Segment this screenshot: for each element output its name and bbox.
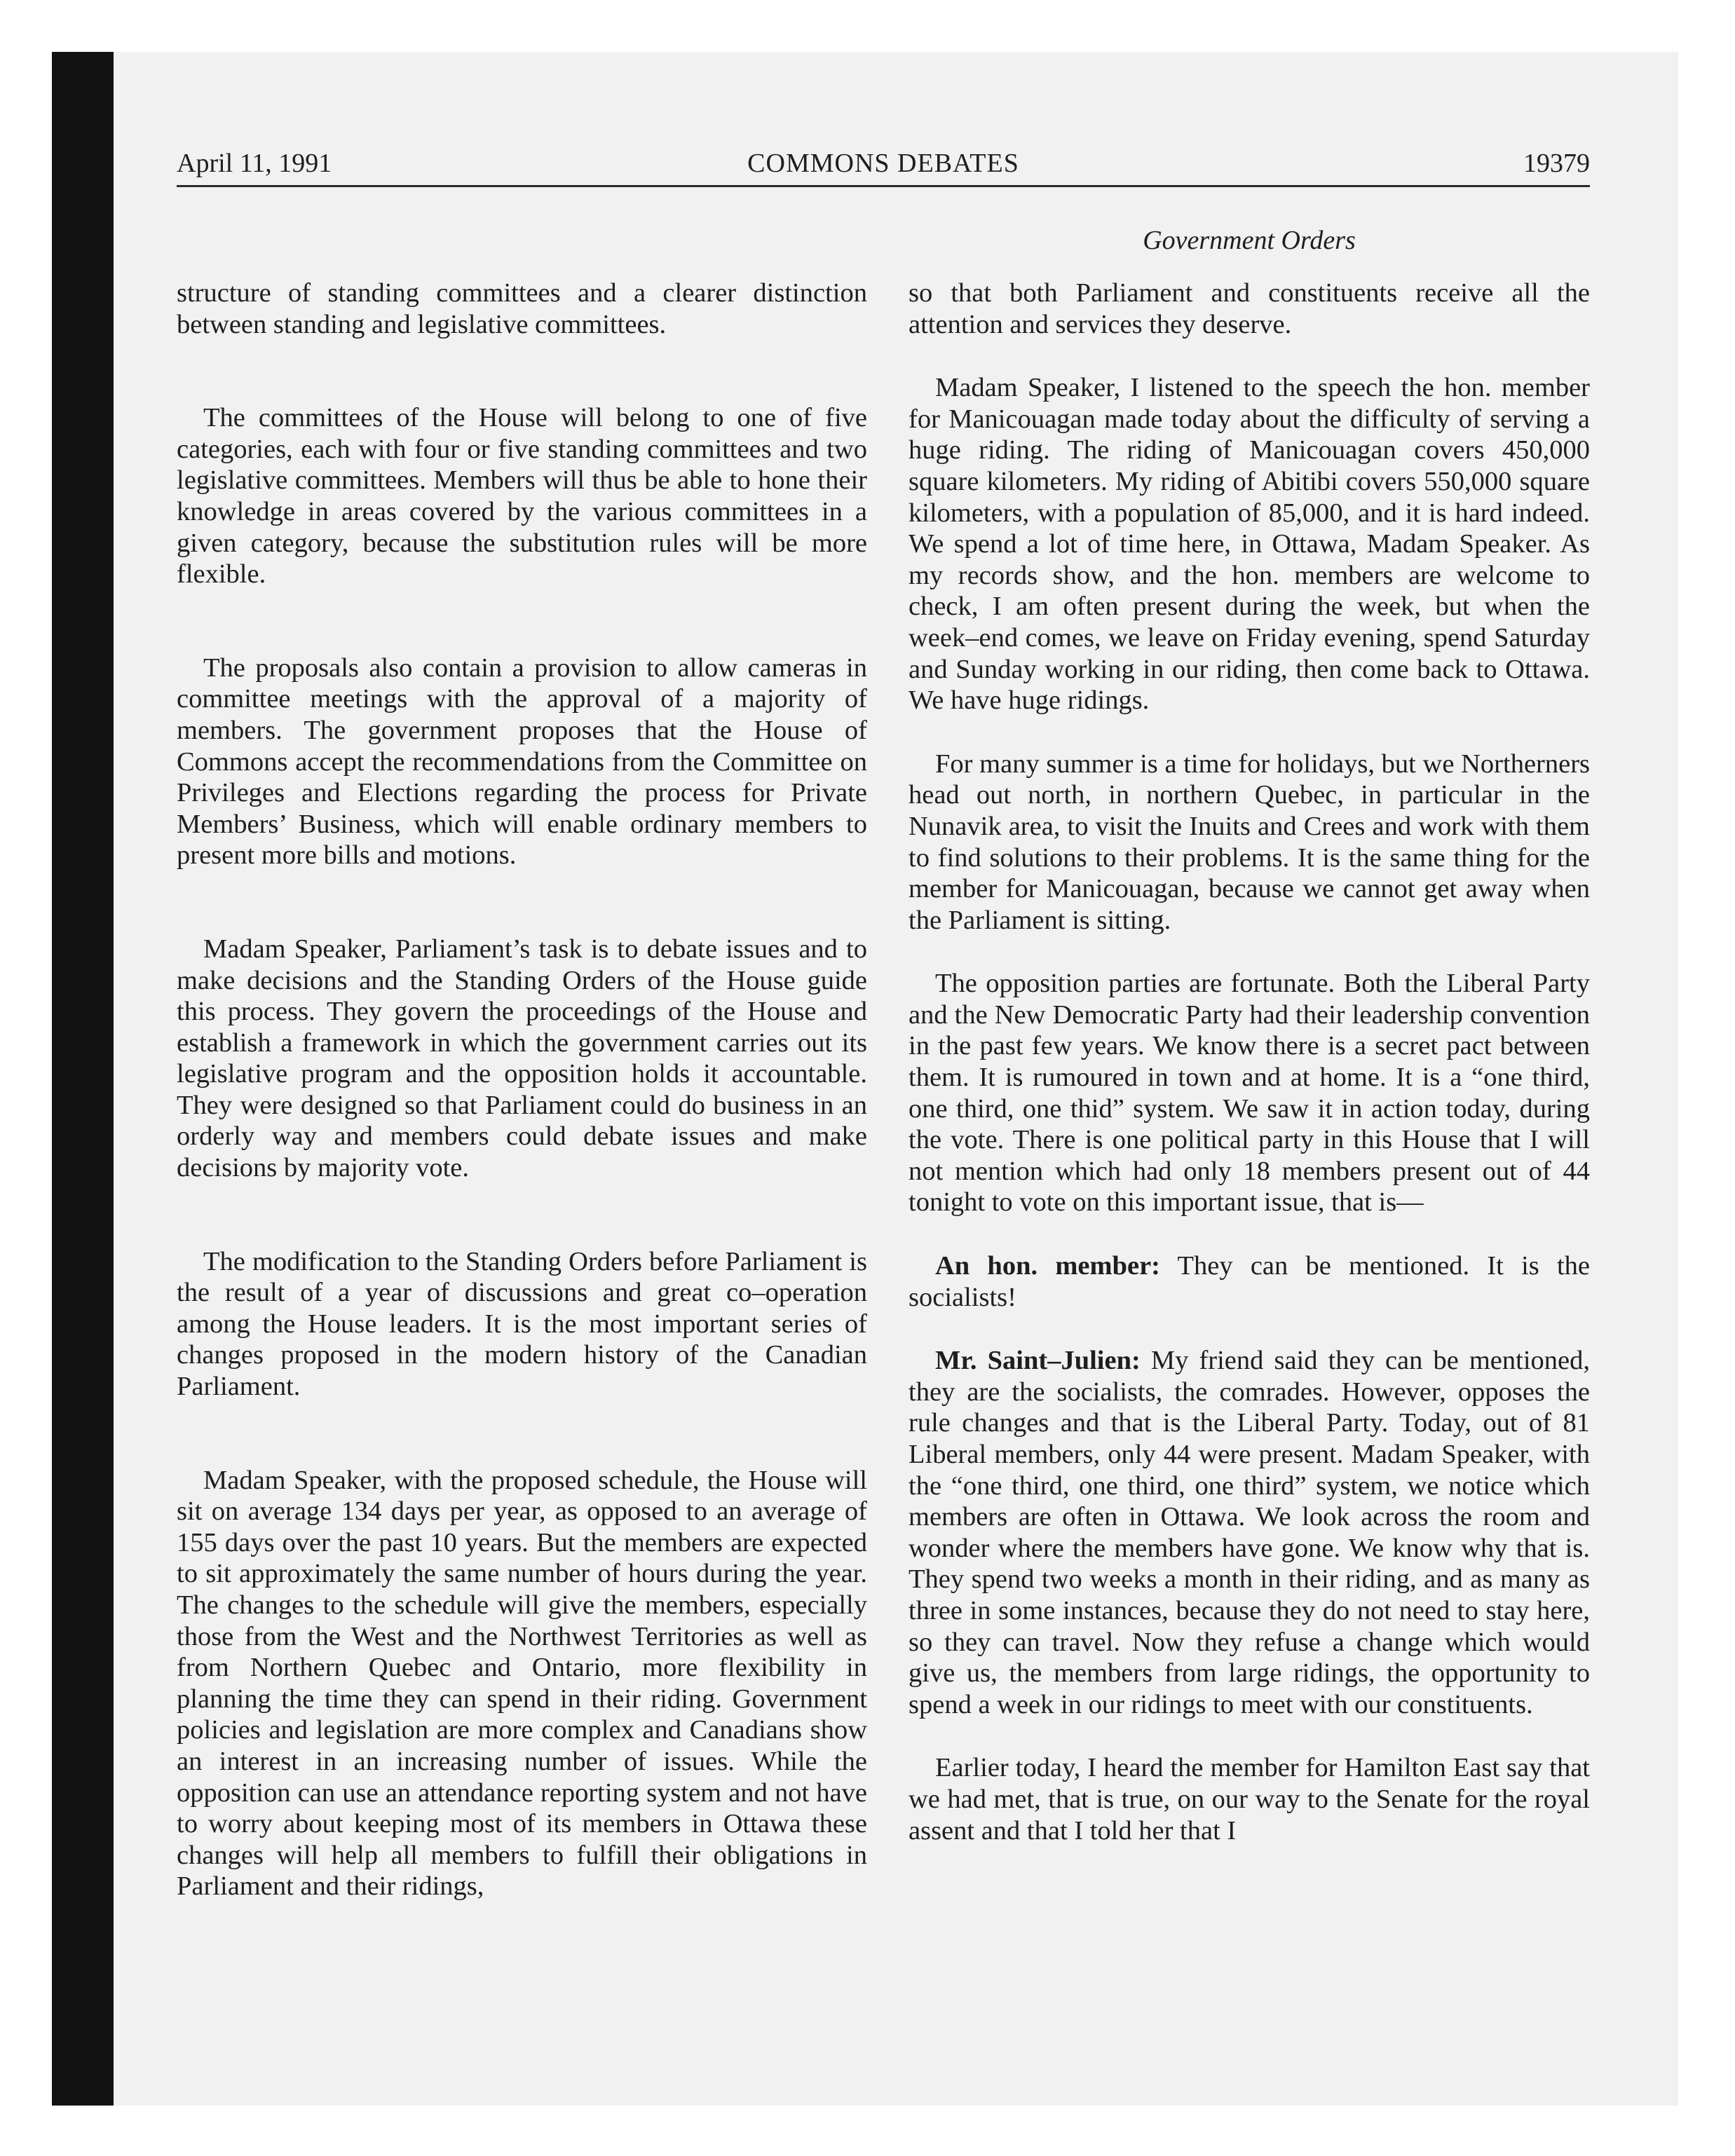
paragraph: Madam Speaker, I listened to the speech the hon. member for Manicouagan made today about the difficulty of serving a huge riding. The riding of Manicouagan covers 450,000 square kilometers. My riding of Abitibi covers 550,000 square kilometers, with a population of 85,000, and it is hard indeed. We spend a lot of time here, in Ottawa, Madam Speaker. As my records show, and the hon. members are welcome to check, I am often present during the week, but when the week–end comes, we leave on Friday evening, spend Saturday and Sunday working in our riding, then come back to Ottawa. We have huge ridings. bbox=[909, 373, 1590, 716]
paragraph: Madam Speaker, with the proposed schedule, the House will sit on average 134 days per year, as opposed to an average of 155 days over the past 10 years. But the members are expected to sit approximately the same number of hours during the year. The changes to the schedule will give the members, especially those from the West and the Northwest Territories as well as from Northern Quebec and Ontario, more flexibility in planning the time they can spend in their riding. Government policies and legislation are more complex and Canadians show an interest in an increasing number of issues. While the opposition can use an attendance reporting system and not have to worry about keeping most of its members in Ottawa these changes will help all members to fulfill their obligations in Parliament and their ridings, bbox=[177, 1465, 867, 1902]
paragraph: For many summer is a time for holidays, but we Northerners head out north, in northern Quebec, in particular in the Nunavik area, to visit the Inuits and Crees and work with them to find solutions to their problems. It is the same thing for the member for Manicouagan, because we cannot get away when the Parliament is sitting. bbox=[909, 749, 1590, 935]
speech-paragraph bbox=[909, 1345, 1590, 1720]
page-header bbox=[177, 146, 1590, 181]
speech-text: My friend said they can be mentioned, they are the socialists, the comrades. However, opposes the rule changes and that is the Liberal Party. Today, out of 81 Liberal members, only 44 were present. Madam Speaker, with the “one third, one third, one third” system, we notice which members are often in Ottawa. We look across the room and wonder where the members have gone. We know why that is. They spend two weeks a month in their riding, and as many as three in some instances, because they do not need to stay here, so they can travel. Now they refuse a change which would give us, the members from large ridings, the opportunity to spend a week in our ridings to meet with our constituents. bbox=[909, 1346, 1591, 1719]
right-column bbox=[909, 278, 1590, 1846]
binding-shadow bbox=[52, 52, 114, 2106]
header-page-number: 19379 bbox=[1523, 149, 1590, 178]
speaker-name: Mr. Saint–Julien: bbox=[935, 1346, 1141, 1376]
paragraph: so that both Parliament and constituents receive all the attention and services they deserve. bbox=[909, 278, 1590, 339]
header-rule bbox=[177, 185, 1590, 187]
paragraph: The modification to the Standing Orders before Parliament is the result of a year of discussions and great co–operation among the House leaders. It is the most important series of changes proposed in the modern history of the Canadian Parliament. bbox=[177, 1246, 867, 1402]
paragraph: The opposition parties are fortunate. Both the Liberal Party and the New Democratic Party had their leadership convention in the past few years. We know there is a secret pact between them. It is rumoured in town and at home. It is a “one third, one third, one thid” system. We saw it in action today, during the vote. There is one political party in this House that I will not mention which had only 18 members present out of 44 tonight to vote on this important issue, that is— bbox=[909, 969, 1590, 1217]
speech-paragraph bbox=[909, 1250, 1590, 1313]
header-date: April 11, 1991 bbox=[177, 149, 332, 178]
paragraph: Earlier today, I heard the member for Hamilton East say that we had met, that is true, on our way to the Senate for the royal assent and that I told her that I bbox=[909, 1753, 1590, 1845]
header-title: COMMONS DEBATES bbox=[747, 149, 1019, 178]
speaker-name: An hon. member: bbox=[935, 1251, 1160, 1281]
speech-text: They can be mentioned. It is the socialists! bbox=[909, 1251, 1591, 1312]
paragraph: structure of standing committees and a clearer distinction between standing and legislative committees. bbox=[177, 278, 867, 339]
paragraph: Madam Speaker, Parliament’s task is to debate issues and to make decisions and the Standing Orders of the House guide this process. They govern the proceedings of the House and establish a framework in which the government carries out its legislative program and the opposition holds it accountable. They were designed so that Parliament could do business in an orderly way and members could debate issues and make decisions by majority vote. bbox=[177, 934, 867, 1183]
paragraph: The proposals also contain a provision to allow cameras in committee meetings with the approval of a majority of members. The government proposes that the House of Commons accept the recommendations from the Committee on Privileges and Elections regarding the process for Private Members’ Business, which will enable ordinary members to present more bills and motions. bbox=[177, 653, 867, 871]
paragraph: The committees of the House will belong to one of five categories, each with four or five standing committees and two legislative committees. Members will thus be able to hone their knowledge in areas covered by the various committees in a given category, because the substitution rules will be more flexible. bbox=[177, 403, 867, 589]
section-label: Government Orders bbox=[1143, 226, 1356, 255]
left-column bbox=[177, 278, 867, 1902]
